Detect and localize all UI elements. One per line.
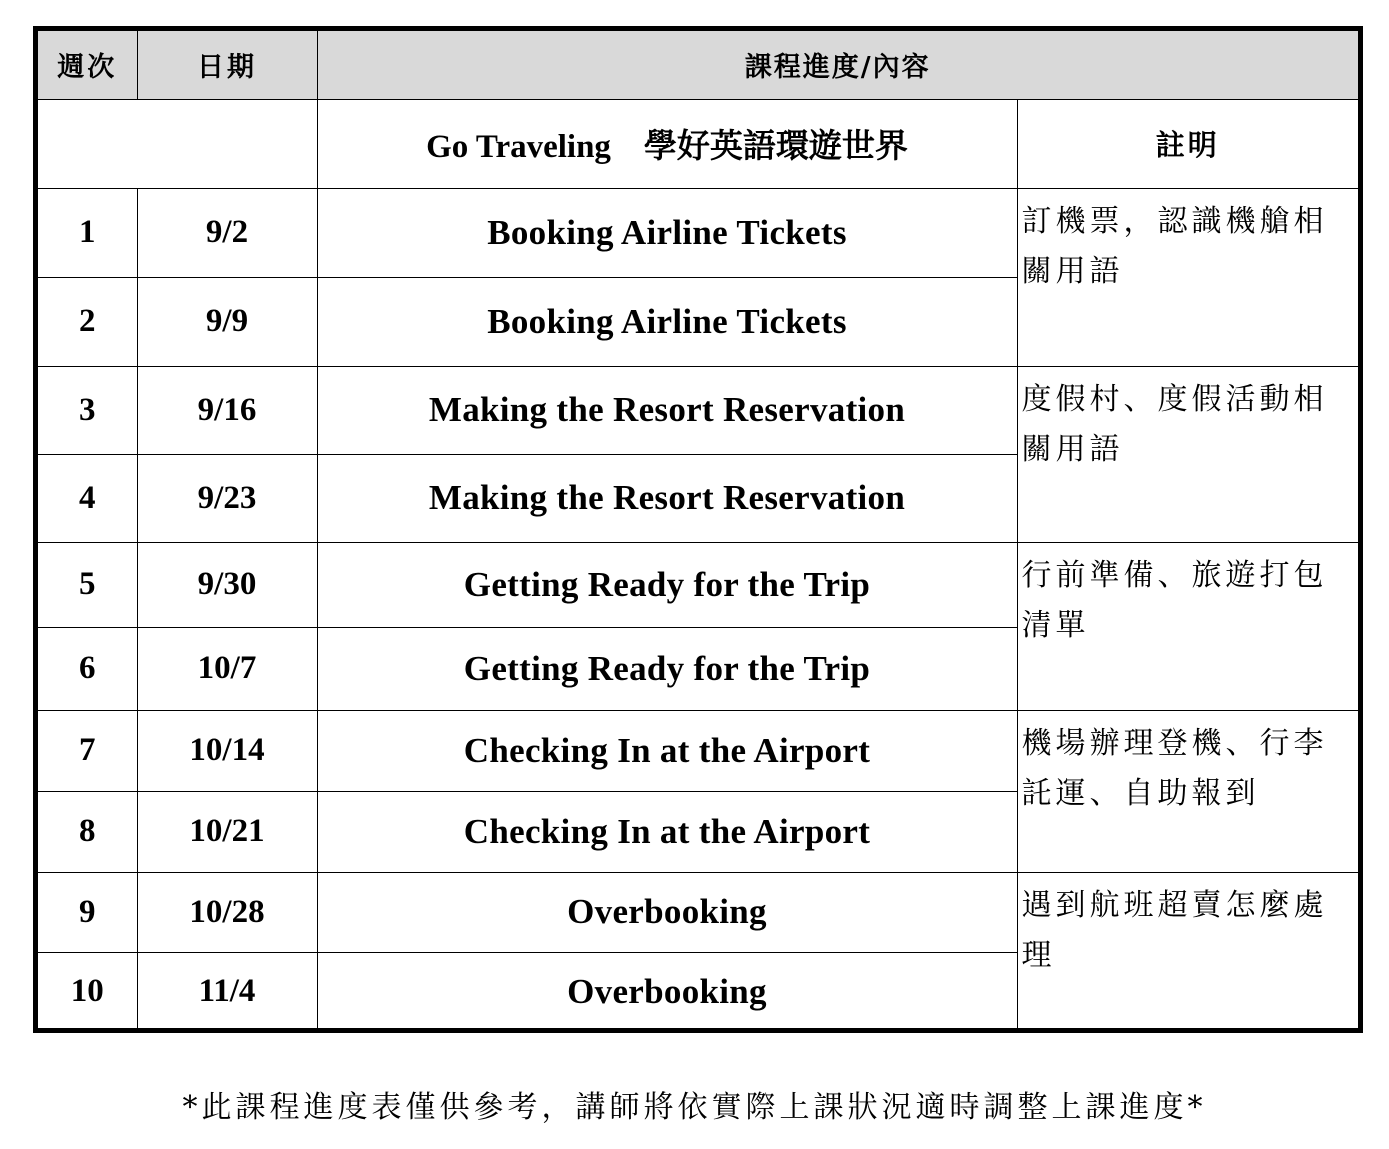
table-row xyxy=(38,710,1358,791)
lesson-note: 遇到航班超賣怎麼處理 xyxy=(1017,872,1358,1031)
lesson-topic: Booking Airline Tickets xyxy=(317,188,1017,277)
lesson-note: 度假村、度假活動相關用語 xyxy=(1017,366,1358,542)
table-row xyxy=(38,188,1358,277)
lesson-note: 訂機票，認識機艙相關用語 xyxy=(1017,188,1358,366)
week-number: 5 xyxy=(38,542,137,627)
lesson-topic: Getting Ready for the Trip xyxy=(317,627,1017,710)
lesson-note: 機場辦理登機、行李託運、自助報到 xyxy=(1017,710,1358,872)
week-number: 2 xyxy=(38,277,137,366)
lesson-topic: Making the Resort Reservation xyxy=(317,454,1017,542)
class-date: 10/14 xyxy=(137,710,317,791)
class-date: 10/21 xyxy=(137,791,317,872)
table-row xyxy=(38,366,1358,454)
course-title: Go Traveling 學好英語環遊世界 xyxy=(317,99,1017,188)
week-number: 6 xyxy=(38,627,137,710)
week-number: 7 xyxy=(38,710,137,791)
table-row xyxy=(38,542,1358,627)
schedule-disclaimer: *此課程進度表僅供參考，講師將依實際上課狀況適時調整上課進度* xyxy=(182,1090,1207,1125)
header-progress: 課程進度/內容 xyxy=(317,31,1358,99)
week-number: 10 xyxy=(38,952,137,1031)
subheader-row xyxy=(38,99,1358,188)
subheader-blank xyxy=(38,99,317,188)
class-date: 11/4 xyxy=(137,952,317,1031)
lesson-topic: Checking In at the Airport xyxy=(317,710,1017,791)
week-number: 4 xyxy=(38,454,137,542)
remarks-header: 註明 xyxy=(1017,99,1358,188)
lesson-topic: Getting Ready for the Trip xyxy=(317,542,1017,627)
class-date: 9/9 xyxy=(137,277,317,366)
course-schedule-table xyxy=(38,31,1358,1032)
course-schedule-frame xyxy=(33,26,1363,1033)
header-week: 週次 xyxy=(38,31,137,99)
class-date: 10/28 xyxy=(137,872,317,952)
lesson-topic: Overbooking xyxy=(317,872,1017,952)
week-number: 3 xyxy=(38,366,137,454)
class-date: 9/2 xyxy=(137,188,317,277)
lesson-topic: Overbooking xyxy=(317,952,1017,1031)
class-date: 9/30 xyxy=(137,542,317,627)
week-number: 1 xyxy=(38,188,137,277)
header-date: 日期 xyxy=(137,31,317,99)
week-number: 9 xyxy=(38,872,137,952)
lesson-topic: Checking In at the Airport xyxy=(317,791,1017,872)
lesson-topic: Booking Airline Tickets xyxy=(317,277,1017,366)
class-date: 9/16 xyxy=(137,366,317,454)
class-date: 9/23 xyxy=(137,454,317,542)
table-row xyxy=(38,872,1358,952)
class-date: 10/7 xyxy=(137,627,317,710)
lesson-topic: Making the Resort Reservation xyxy=(317,366,1017,454)
header-row xyxy=(38,31,1358,99)
lesson-note: 行前準備、旅遊打包清單 xyxy=(1017,542,1358,710)
week-number: 8 xyxy=(38,791,137,872)
